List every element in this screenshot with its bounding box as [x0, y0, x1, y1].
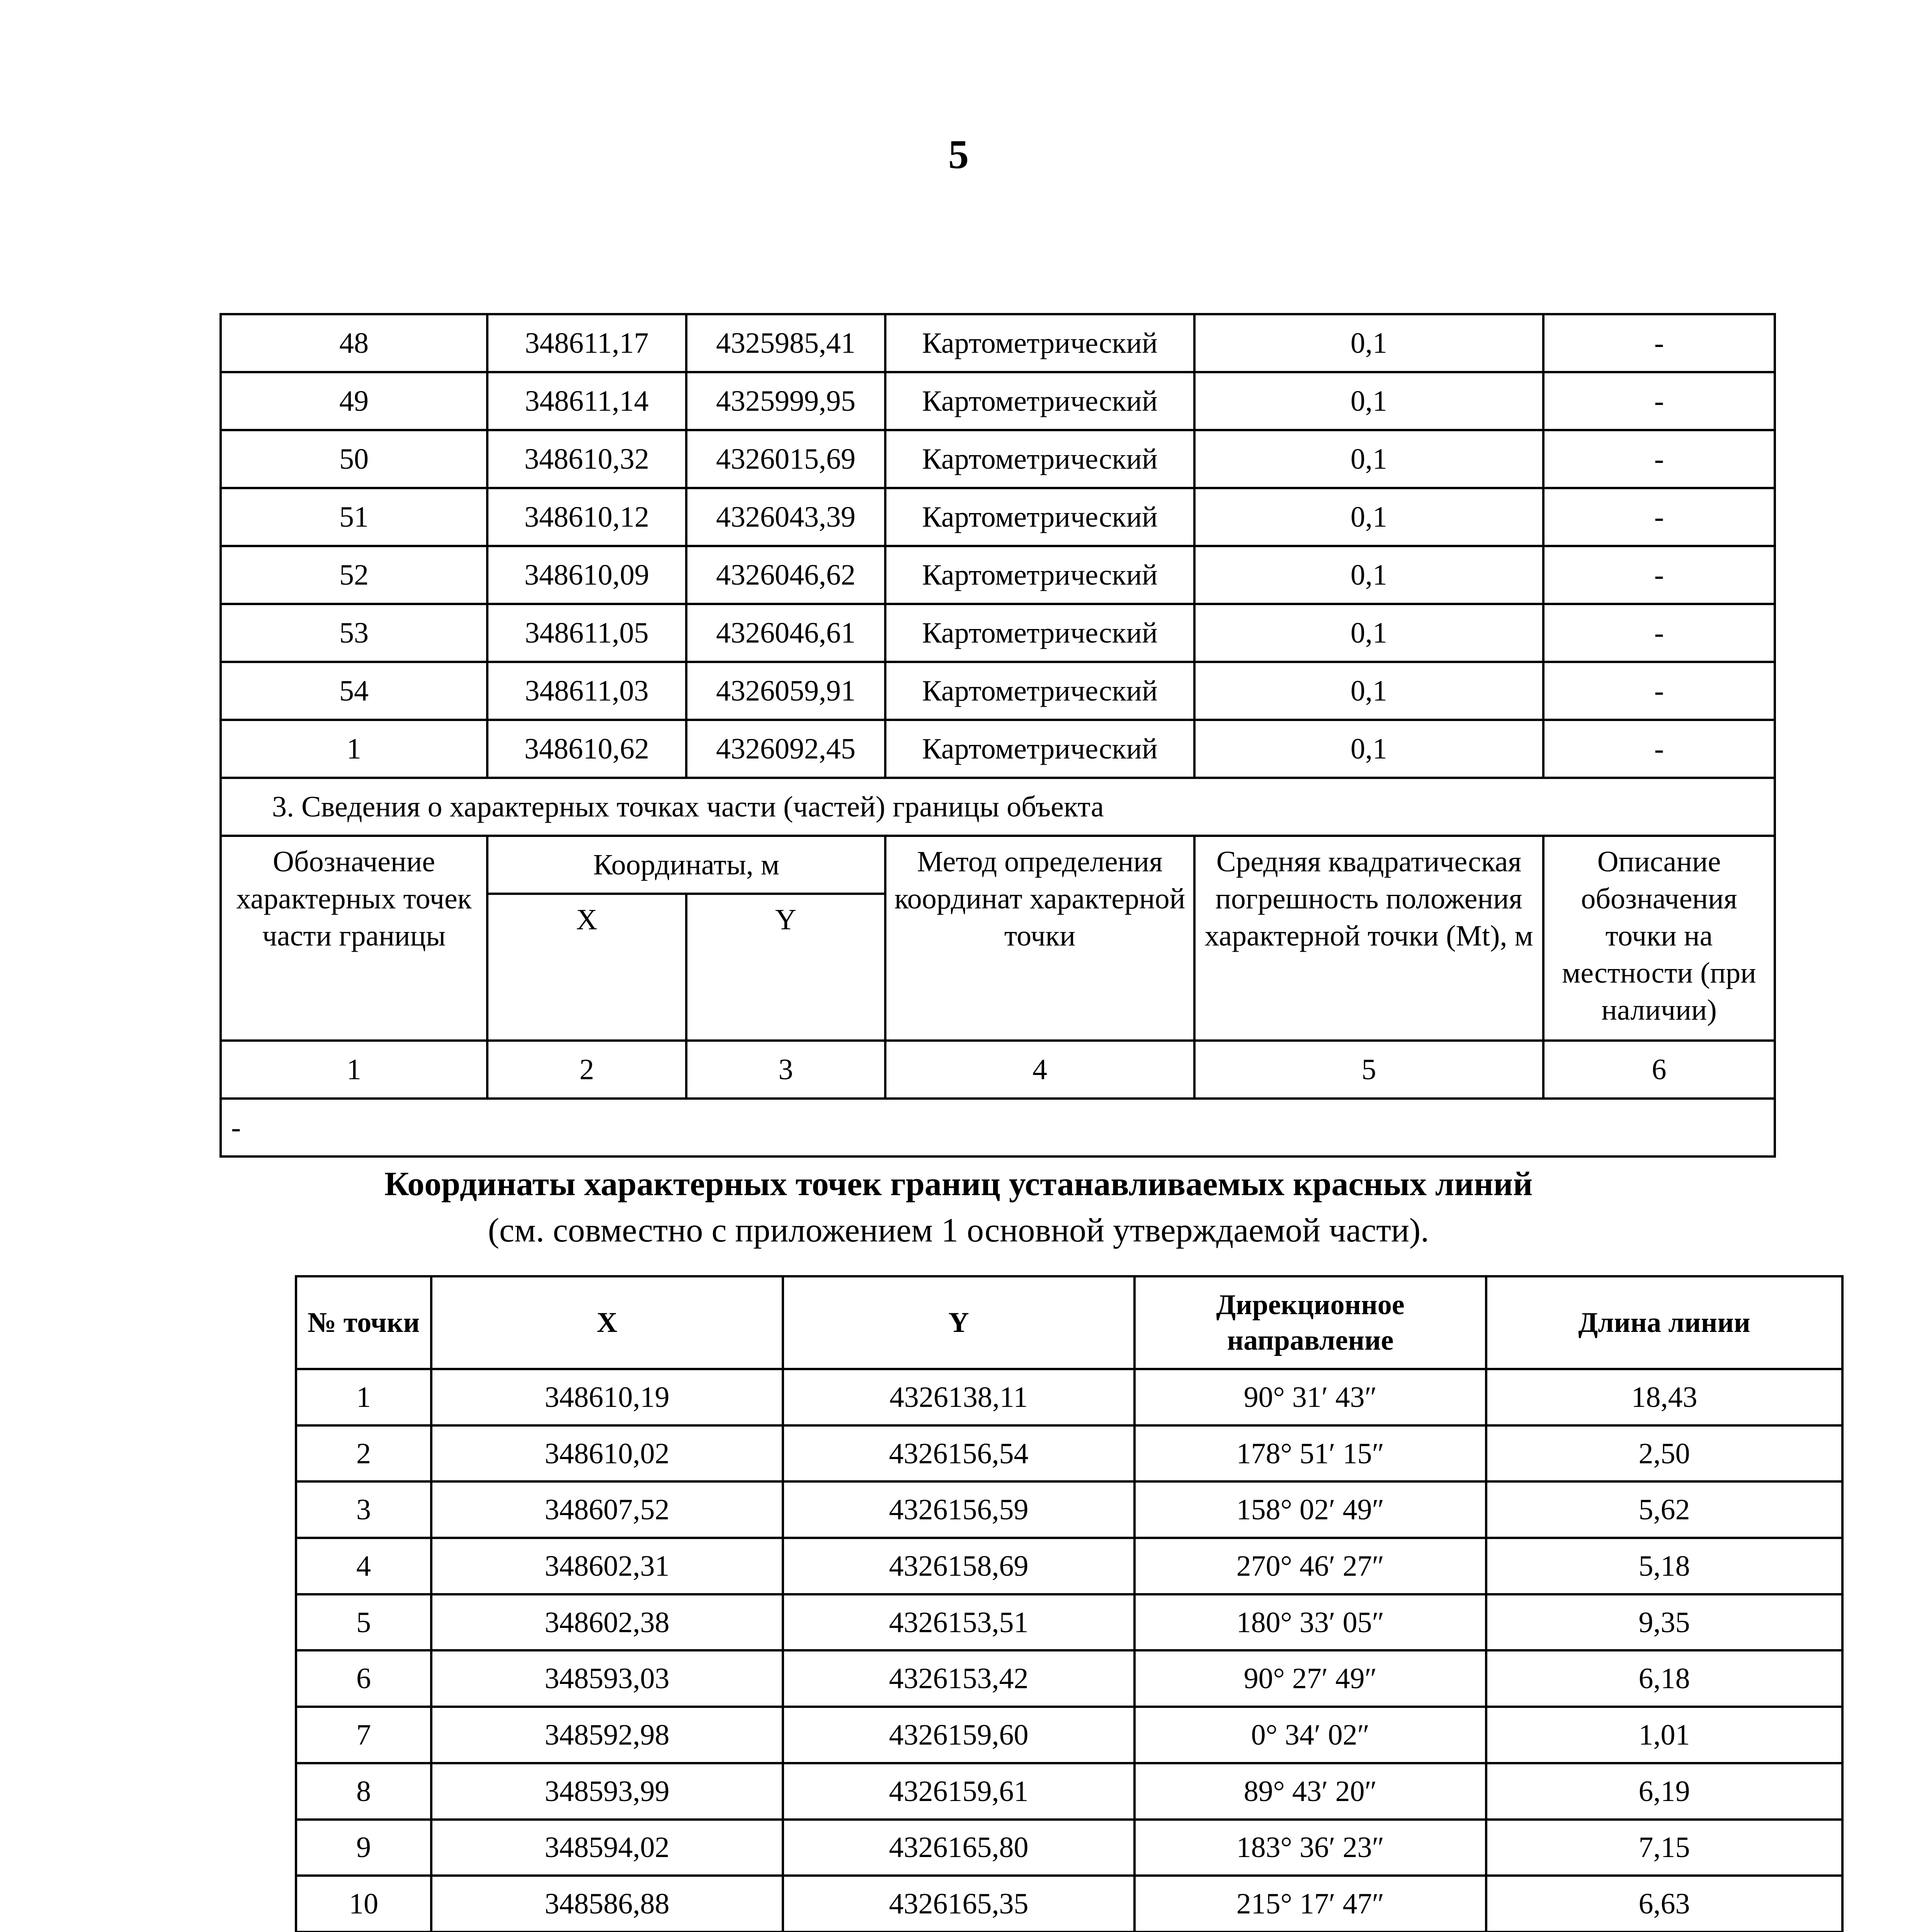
table-cell: 2 [296, 1425, 431, 1482]
table-row [221, 662, 1775, 720]
table-cell: 8 [296, 1763, 431, 1820]
table-cell: 348592,98 [431, 1707, 783, 1763]
table-row [296, 1650, 1842, 1707]
table-cell: 0,1 [1194, 662, 1543, 720]
table-cell: - [1543, 488, 1775, 546]
table-cell: 48 [221, 314, 487, 372]
section-subheading: (см. совместно с приложением 1 основной утверждаемой части). [488, 1212, 1429, 1249]
header-point-number: № точки [296, 1276, 431, 1369]
table-cell: 215° 17′ 47″ [1135, 1876, 1486, 1932]
table-cell: 4326165,80 [783, 1820, 1135, 1876]
table-row [296, 1763, 1842, 1820]
table-header-row [296, 1276, 1842, 1369]
table-row [221, 430, 1775, 488]
table-cell: - [1543, 546, 1775, 604]
table-cell: 4326046,61 [686, 604, 885, 662]
table-cell: 4326046,62 [686, 546, 885, 604]
table-cell: 348602,31 [431, 1538, 783, 1594]
table-cell: 6,18 [1486, 1650, 1842, 1707]
table-cell: 4325999,95 [686, 372, 885, 430]
table-cell: - [1543, 430, 1775, 488]
table-row [221, 372, 1775, 430]
table-row [296, 1876, 1842, 1932]
table-cell: 6 [296, 1650, 431, 1707]
table-cell: 0,1 [1194, 314, 1543, 372]
table-cell: Картометрический [885, 488, 1194, 546]
column-number: 6 [1543, 1041, 1775, 1099]
table-cell: - [1543, 314, 1775, 372]
column-numbers-row [221, 1041, 1775, 1099]
table-cell: 348602,38 [431, 1594, 783, 1651]
table-cell: 7 [296, 1707, 431, 1763]
table-cell: - [1543, 604, 1775, 662]
header-error: Средняя квадратическая погрешность положения характерной точки (Mt), м [1194, 836, 1543, 1041]
table-header-row [221, 836, 1775, 894]
table-row [221, 488, 1775, 546]
table-cell: 2,50 [1486, 1425, 1842, 1482]
table-cell: 89° 43′ 20″ [1135, 1763, 1486, 1820]
table-cell: 183° 36′ 23″ [1135, 1820, 1486, 1876]
table-row [296, 1707, 1842, 1763]
table-cell: 4326165,35 [783, 1876, 1135, 1932]
table-cell: 348610,02 [431, 1425, 783, 1482]
table-cell: 4326138,11 [783, 1369, 1135, 1425]
table-cell: 3 [296, 1481, 431, 1538]
table-cell: 0,1 [1194, 604, 1543, 662]
table-cell: 348607,52 [431, 1481, 783, 1538]
table-cell: 49 [221, 372, 487, 430]
page-number: 5 [948, 132, 969, 177]
table-cell: 348610,32 [487, 430, 686, 488]
table-cell: 90° 27′ 49″ [1135, 1650, 1486, 1707]
header-method: Метод определения координат характерной точки [885, 836, 1194, 1041]
table-cell: 158° 02′ 49″ [1135, 1481, 1486, 1538]
table-cell: 0,1 [1194, 430, 1543, 488]
header-x: X [487, 894, 686, 1041]
empty-cell: - [221, 1099, 1775, 1156]
table-cell: 348610,09 [487, 546, 686, 604]
header-x: X [431, 1276, 783, 1369]
table-cell: 1,01 [1486, 1707, 1842, 1763]
table-cell: 4326059,91 [686, 662, 885, 720]
table-cell: 348610,12 [487, 488, 686, 546]
table-cell: Картометрический [885, 372, 1194, 430]
table-cell: 4326043,39 [686, 488, 885, 546]
column-number: 1 [221, 1041, 487, 1099]
table-cell: - [1543, 662, 1775, 720]
table-row [221, 720, 1775, 778]
boundary-points-table [219, 313, 1776, 1158]
section-title: 3. Сведения о характерных точках части (частей) границы объекта [221, 778, 1775, 836]
table-cell: 0,1 [1194, 372, 1543, 430]
table-row [296, 1369, 1842, 1425]
table-cell: 4326159,60 [783, 1707, 1135, 1763]
table-cell: 4326092,45 [686, 720, 885, 778]
table-cell: 6,63 [1486, 1876, 1842, 1932]
table-cell: 4326015,69 [686, 430, 885, 488]
table-cell: 178° 51′ 15″ [1135, 1425, 1486, 1482]
table-cell: Картометрический [885, 314, 1194, 372]
table-cell: 0,1 [1194, 488, 1543, 546]
table-cell: 10 [296, 1876, 431, 1932]
table-row [221, 604, 1775, 662]
table-cell: Картометрический [885, 430, 1194, 488]
column-number: 2 [487, 1041, 686, 1099]
table-cell: 53 [221, 604, 487, 662]
table-cell: 5,18 [1486, 1538, 1842, 1594]
section-heading: Координаты характерных точек границ устанавливаемых красных линий [384, 1165, 1533, 1203]
table-row [221, 546, 1775, 604]
table-cell: 348586,88 [431, 1876, 783, 1932]
table-cell: 180° 33′ 05″ [1135, 1594, 1486, 1651]
table-cell: 4326156,59 [783, 1481, 1135, 1538]
table-cell: Картометрический [885, 662, 1194, 720]
table-row [296, 1481, 1842, 1538]
table-cell: 5,62 [1486, 1481, 1842, 1538]
table-cell: 51 [221, 488, 487, 546]
table-cell: 9 [296, 1820, 431, 1876]
column-number: 5 [1194, 1041, 1543, 1099]
header-y: Y [783, 1276, 1135, 1369]
table-row [221, 314, 1775, 372]
table-cell: 4326158,69 [783, 1538, 1135, 1594]
table-row [296, 1538, 1842, 1594]
table-cell: 0° 34′ 02″ [1135, 1707, 1486, 1763]
table-cell: 348593,03 [431, 1650, 783, 1707]
table-row [296, 1594, 1842, 1651]
table-cell: 6,19 [1486, 1763, 1842, 1820]
table-cell: 4326156,54 [783, 1425, 1135, 1482]
table-cell: 50 [221, 430, 487, 488]
table-cell: 0,1 [1194, 720, 1543, 778]
section-title-row [221, 778, 1775, 836]
table-cell: 348611,14 [487, 372, 686, 430]
table-cell: 4 [296, 1538, 431, 1594]
table-cell: Картометрический [885, 604, 1194, 662]
table-cell: 90° 31′ 43″ [1135, 1369, 1486, 1425]
column-number: 3 [686, 1041, 885, 1099]
table-cell: Картометрический [885, 546, 1194, 604]
header-y: Y [686, 894, 885, 1041]
table-cell: 348611,03 [487, 662, 686, 720]
header-description: Описание обозначения точки на местности (при наличии) [1543, 836, 1775, 1041]
red-lines-coordinates-table [295, 1275, 1844, 1932]
table-cell: 348594,02 [431, 1820, 783, 1876]
column-number: 4 [885, 1041, 1194, 1099]
header-coordinates: Координаты, м [487, 836, 885, 894]
table-cell: 4326153,42 [783, 1650, 1135, 1707]
table-cell: 348593,99 [431, 1763, 783, 1820]
header-direction: Дирекционное направление [1135, 1276, 1486, 1369]
table-cell: 348610,19 [431, 1369, 783, 1425]
table-cell: - [1543, 720, 1775, 778]
table-cell: 1 [221, 720, 487, 778]
table-row [296, 1425, 1842, 1482]
table-cell: 18,43 [1486, 1369, 1842, 1425]
table-cell: 9,35 [1486, 1594, 1842, 1651]
table-cell: 52 [221, 546, 487, 604]
header-point-designation: Обозначение характерных точек части границы [221, 836, 487, 1041]
table-cell: 348611,05 [487, 604, 686, 662]
table-cell: 4325985,41 [686, 314, 885, 372]
table-row [296, 1820, 1842, 1876]
table-cell: 4326153,51 [783, 1594, 1135, 1651]
table-cell: 54 [221, 662, 487, 720]
table-cell: 270° 46′ 27″ [1135, 1538, 1486, 1594]
table-cell: Картометрический [885, 720, 1194, 778]
table-cell: 0,1 [1194, 546, 1543, 604]
table-cell: 348610,62 [487, 720, 686, 778]
table-cell: 4326159,61 [783, 1763, 1135, 1820]
header-line-length: Длина линии [1486, 1276, 1842, 1369]
table-cell: 5 [296, 1594, 431, 1651]
empty-data-row [221, 1099, 1775, 1156]
table-cell: 348611,17 [487, 314, 686, 372]
table-cell: - [1543, 372, 1775, 430]
table-cell: 7,15 [1486, 1820, 1842, 1876]
table-cell: 1 [296, 1369, 431, 1425]
